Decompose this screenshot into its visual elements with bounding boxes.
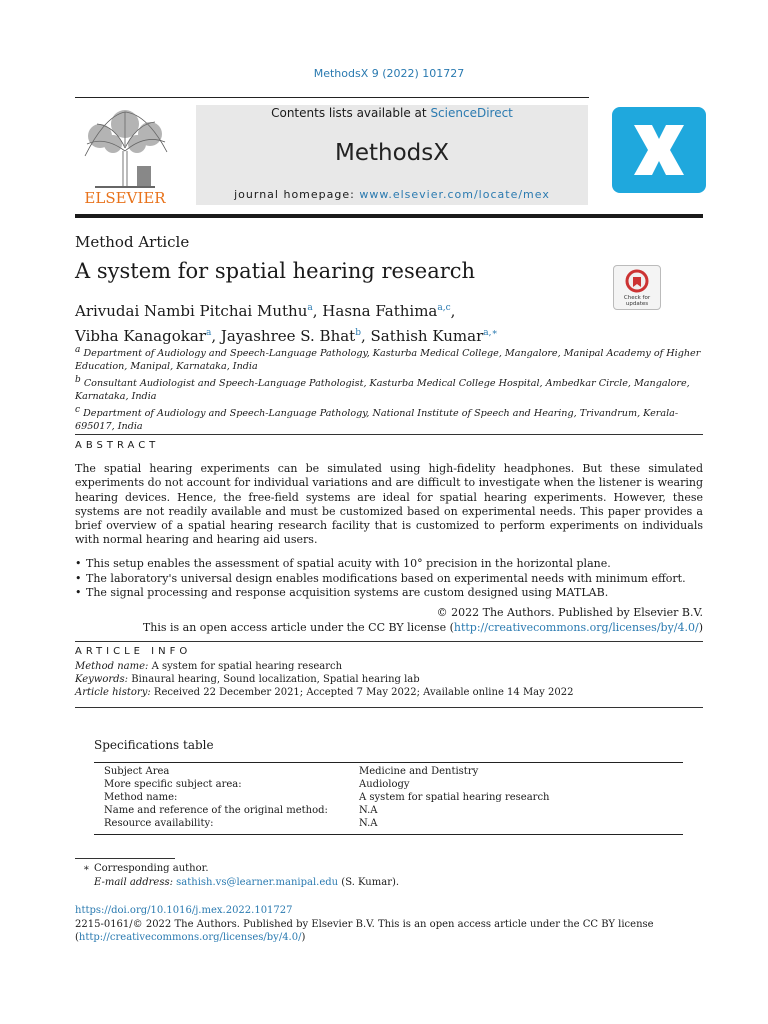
methodsx-logo <box>612 107 706 193</box>
homepage-link[interactable]: www.elsevier.com/locate/mex <box>359 188 550 201</box>
history-label: Article history: <box>75 687 151 698</box>
spec-key: More specific subject area: <box>104 779 242 790</box>
author-affiliation-mark[interactable]: a <box>205 328 212 338</box>
table-row <box>104 791 674 804</box>
footnote <box>83 862 400 890</box>
article-title: A system for spatial hearing research <box>75 259 476 283</box>
affiliation-text: Consultant Audiologist and Speech-Language Pathologist, Kasturba Medical College Hospital, Ambedkar Circle, Mangalore, Karnataka, India <box>75 377 690 402</box>
journal-homepage <box>196 188 588 201</box>
highlight-item: • The signal processing and response acquisition systems are custom designed using MATLAB. <box>75 586 703 601</box>
method-name-line <box>75 660 703 673</box>
elsevier-wordmark: ELSEVIER <box>84 189 166 206</box>
elsevier-logo <box>75 106 175 206</box>
email-suffix: (S. Kumar). <box>338 877 400 888</box>
highlight-item: • This setup enables the assessment of spatial acuity with 10° precision in the horizontal plane. <box>75 557 703 572</box>
spec-key: Method name: <box>104 792 178 803</box>
author-name: Sathish Kumar <box>370 327 484 345</box>
article-info-bottom-rule <box>75 707 703 708</box>
highlight-item: • The laboratory's universal design enables modifications based on experimental needs with minimum effort. <box>75 572 703 587</box>
copyright-line: © 2022 The Authors. Published by Elsevier B.V. <box>436 606 703 619</box>
license-link[interactable]: http://creativecommons.org/licenses/by/4.0/ <box>453 621 699 634</box>
spec-value: N.A <box>359 818 378 829</box>
spec-key: Subject Area <box>104 766 170 777</box>
keywords-line <box>75 673 703 686</box>
author-name: Jayashree S. Bhat <box>220 327 356 345</box>
author-name: Arivudai Nambi Pitchai Muthu <box>75 302 308 320</box>
journal-name: MethodsX <box>334 140 449 166</box>
license-suffix: ) <box>698 621 703 634</box>
bottom-license-line <box>75 931 703 945</box>
affiliation-label: a <box>75 345 81 355</box>
paren-close: ) <box>301 932 306 943</box>
author-separator: , <box>450 302 456 320</box>
author-separator: , <box>211 327 221 345</box>
header-top-rule <box>75 97 589 98</box>
abstract-heading: ABSTRACT <box>75 440 160 451</box>
spec-table-top-rule <box>94 762 683 763</box>
author-separator: , <box>360 327 371 345</box>
method-name-value: A system for spatial hearing research <box>148 661 343 672</box>
article-info-heading: ARTICLE INFO <box>75 646 192 657</box>
author-affiliation-mark[interactable]: a <box>307 303 313 313</box>
header-bottom-rule <box>75 214 703 218</box>
specifications-table <box>104 765 674 830</box>
author-affiliation-mark[interactable]: b <box>355 328 361 338</box>
highlights-list <box>75 557 703 601</box>
method-name-label: Method name: <box>75 661 149 672</box>
bottom-info <box>75 904 703 945</box>
spec-key: Name and reference of the original method: <box>104 805 328 816</box>
affiliation-text: Department of Audiology and Speech-Language Pathology, Kasturba Medical College, Mangalore, Manipal Academy of Higher Education, Manipal, Karnataka, India <box>75 348 701 372</box>
paren-open: ( <box>75 932 79 943</box>
author-list <box>75 297 595 347</box>
contents-line <box>196 106 588 120</box>
contents-prefix: Contents lists available at <box>271 106 431 120</box>
doi-link[interactable]: https://doi.org/10.1016/j.mex.2022.101727 <box>75 905 293 916</box>
spec-table-bottom-rule <box>94 834 683 835</box>
spec-value: Audiology <box>359 779 410 790</box>
author-affiliation-mark[interactable]: a,c <box>437 303 451 313</box>
article-info-rule <box>75 641 703 642</box>
license-line <box>75 621 703 634</box>
table-row <box>104 817 674 830</box>
author-separator: , <box>312 302 323 320</box>
table-row <box>104 778 674 791</box>
specifications-title: Specifications table <box>94 738 214 752</box>
email-label: E-mail address: <box>94 877 173 888</box>
affiliation-label: b <box>75 374 81 385</box>
check-for-updates-badge[interactable] <box>613 265 661 310</box>
footnote-marker: ∗ <box>83 863 90 874</box>
affiliation-text: Department of Audiology and Speech-Language Pathology, National Institute of Speech and Hearing, Trivandrum, Kerala-695017, India <box>75 407 679 432</box>
spec-value: N.A <box>359 805 378 816</box>
keywords-label: Keywords: <box>75 674 129 685</box>
abstract-text: The spatial hearing experiments can be simulated using high-fidelity headphones. But these simulated experiments do not account for individual variations and are difficult to investigate when the listener is wearing hearing devices. Hence, the free-field systems are ideal for spatial hearing experiments. However, these systems are not readily available and must be customized based on experimental needs. This paper provides a brief overview of a spatial hearing research facility that is customized to perform experiments on individuals with normal hearing and hearing aid users. <box>75 462 703 547</box>
author-name: Hasna Fathima <box>322 302 438 320</box>
abstract-rule <box>75 434 703 435</box>
svg-text:Check for: Check for <box>623 295 651 301</box>
table-row <box>104 765 674 778</box>
spec-value: Medicine and Dentistry <box>359 766 479 777</box>
affiliation <box>75 404 703 434</box>
article-type: Method Article <box>75 233 190 251</box>
article-info <box>75 660 703 699</box>
affiliation <box>75 374 703 404</box>
author-name: Vibha Kanagokar <box>75 327 206 345</box>
journal-reference[interactable]: MethodsX 9 (2022) 101727 <box>313 67 465 80</box>
email-line <box>94 876 399 890</box>
affiliations <box>75 344 703 433</box>
spec-key: Resource availability: <box>104 818 214 829</box>
license-prefix: This is an open access article under the CC BY license ( <box>142 621 454 634</box>
affiliation-label: c <box>75 404 81 415</box>
sciencedirect-link[interactable]: ScienceDirect <box>430 106 513 120</box>
spec-value: A system for spatial hearing research <box>359 792 550 803</box>
keywords-value: Binaural hearing, Sound localization, Spatial hearing lab <box>128 674 420 685</box>
footnote-rule <box>75 858 175 859</box>
author-affiliation-mark[interactable]: a,∗ <box>483 328 498 338</box>
homepage-label: journal homepage: <box>234 188 360 201</box>
affiliation <box>75 344 703 374</box>
article-history-line <box>75 686 703 699</box>
table-row <box>104 804 674 817</box>
issn-line: 2215-0161/© 2022 The Authors. Published by Elsevier B.V. This is an open access article under the CC BY license <box>75 918 654 930</box>
svg-text:updates: updates <box>625 301 649 307</box>
email-link[interactable]: sathish.vs@learner.manipal.edu <box>176 877 339 888</box>
corresponding-author-note: Corresponding author. <box>94 863 209 874</box>
history-value: Received 22 December 2021; Accepted 7 May 2022; Available online 14 May 2022 <box>150 687 574 698</box>
bottom-license-link[interactable]: http://creativecommons.org/licenses/by/4.0/ <box>78 932 302 943</box>
